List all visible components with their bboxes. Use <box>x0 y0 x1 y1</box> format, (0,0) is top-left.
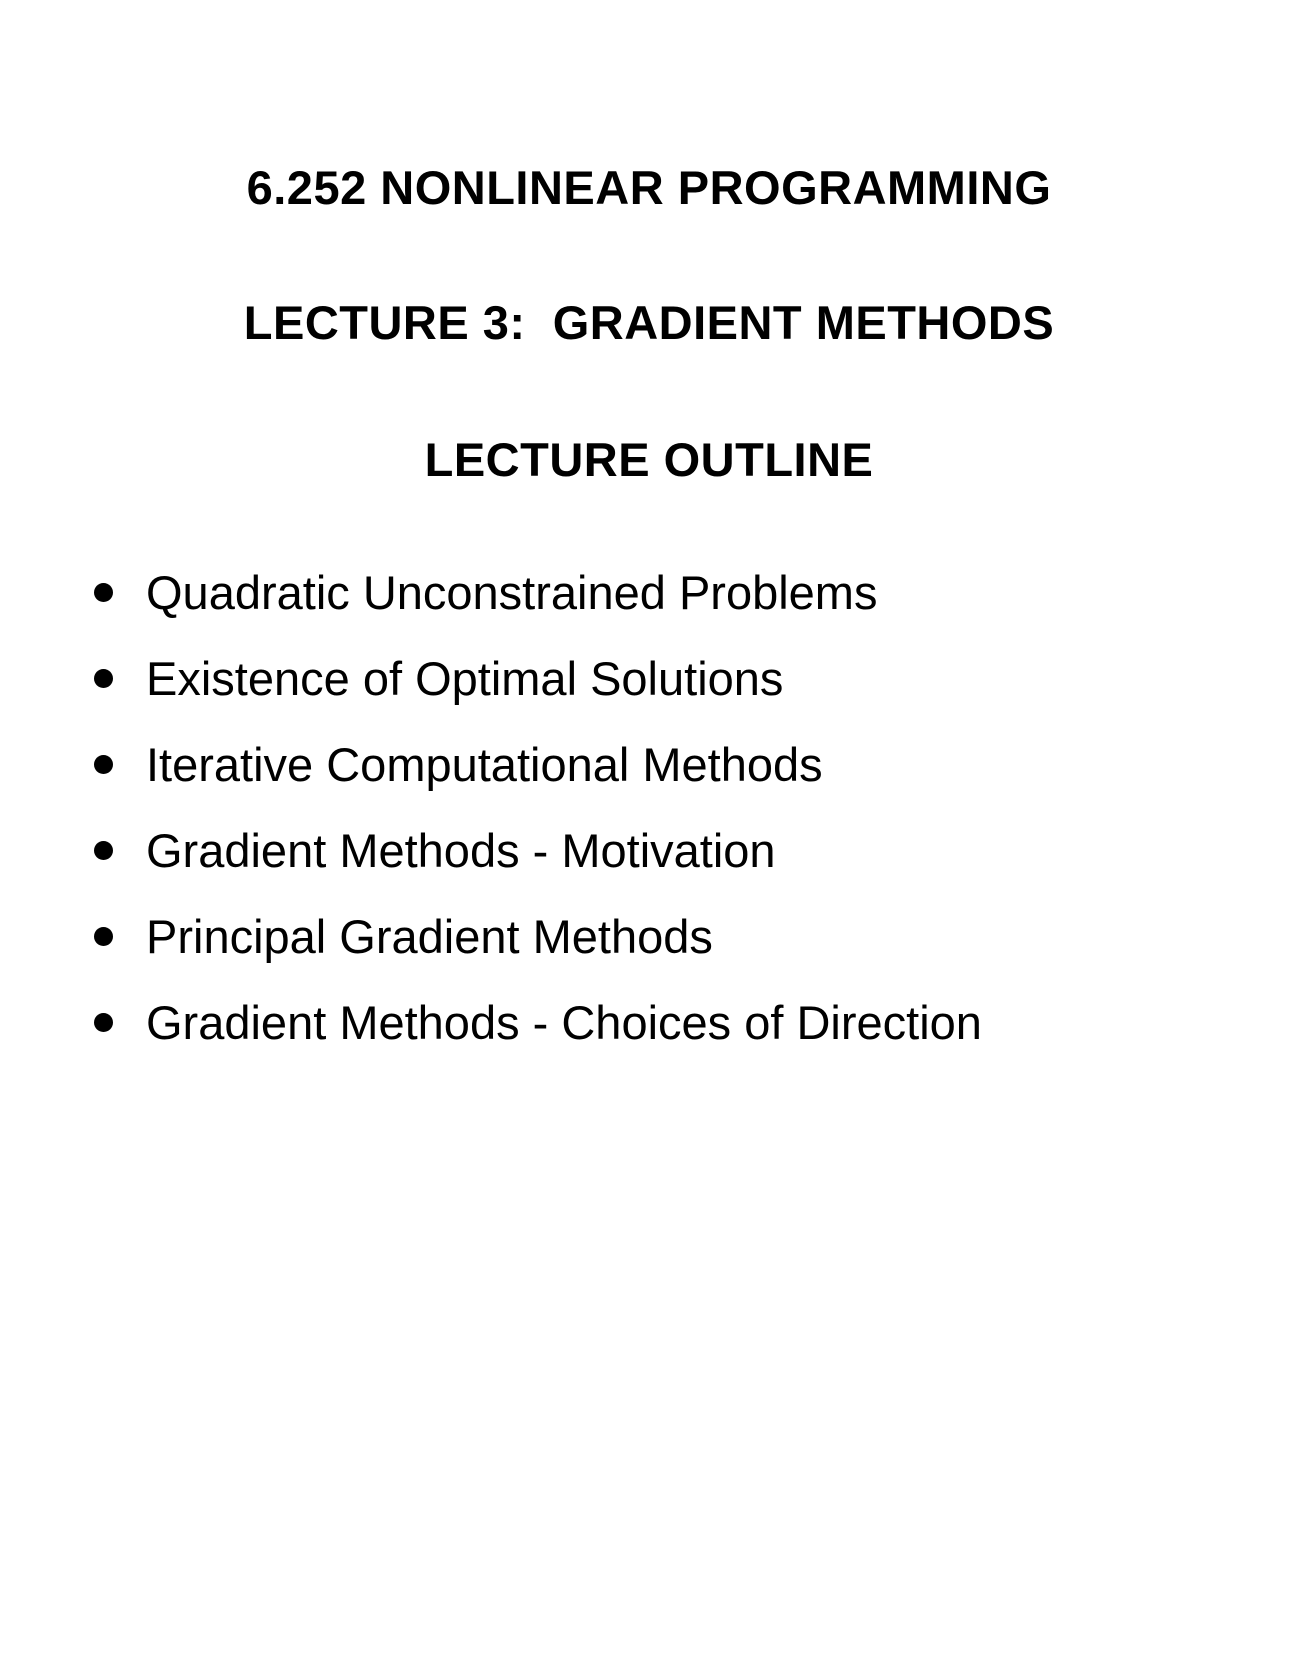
list-item-text: Gradient Methods - Motivation <box>146 824 776 877</box>
bullet-icon <box>94 669 113 688</box>
list-item <box>0 651 1298 737</box>
bullet-icon <box>94 755 113 774</box>
list-item <box>0 909 1298 995</box>
list-item <box>0 995 1298 1081</box>
list-item-text: Gradient Methods - Choices of Direction <box>146 996 982 1049</box>
outline-list <box>0 565 1298 1081</box>
bullet-icon <box>94 583 113 602</box>
outline-title: LECTURE OUTLINE <box>424 433 874 486</box>
course-title: 6.252 NONLINEAR PROGRAMMING <box>246 161 1052 214</box>
bullet-icon <box>94 841 113 860</box>
list-item <box>0 565 1298 651</box>
lecture-title: LECTURE 3: GRADIENT METHODS <box>243 296 1055 349</box>
list-item <box>0 737 1298 823</box>
list-item <box>0 823 1298 909</box>
bullet-icon <box>94 927 113 946</box>
bullet-icon <box>94 1013 113 1032</box>
list-item-text: Quadratic Unconstrained Problems <box>146 566 878 619</box>
list-item-text: Existence of Optimal Solutions <box>146 652 784 705</box>
list-item-text: Iterative Computational Methods <box>146 738 823 791</box>
list-item-text: Principal Gradient Methods <box>146 910 713 963</box>
